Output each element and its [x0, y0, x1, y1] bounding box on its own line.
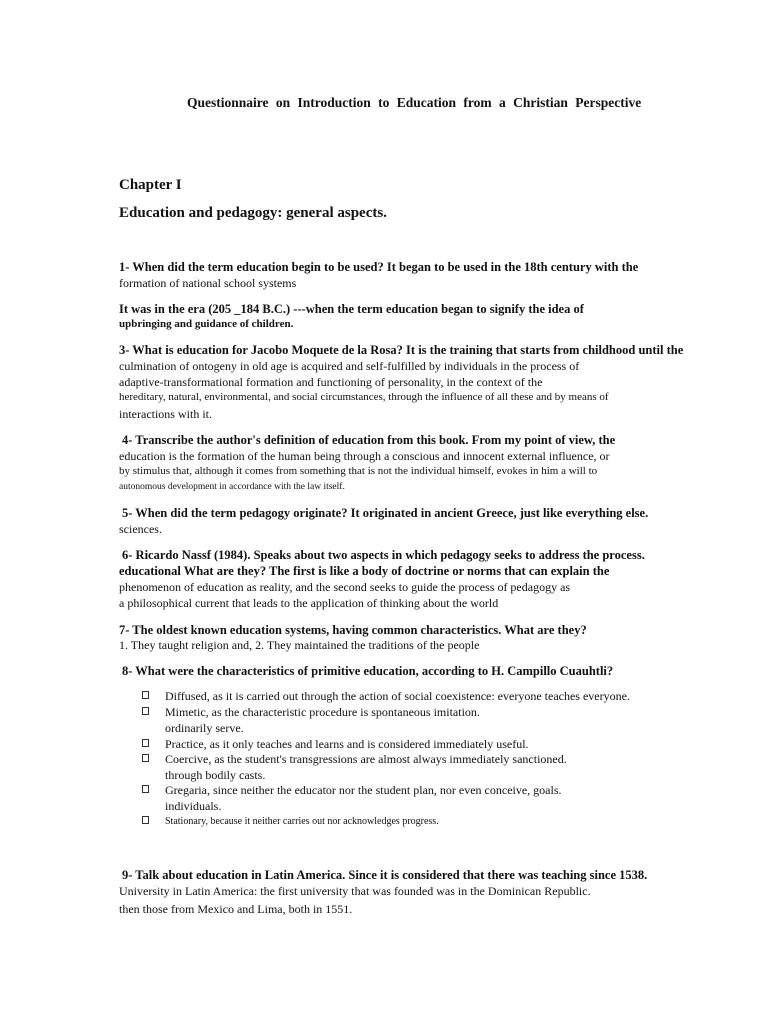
list-item: Mimetic, as the characteristic procedure is spontaneous imitation. — [165, 705, 480, 719]
question-9: 9- Talk about education in Latin America. Since it is considered that there was teaching since 1538. — [122, 868, 648, 882]
list-item-continuation: ordinarily serve. — [165, 721, 244, 735]
question-3: 3- What is education for Jacobo Moquete de la Rosa? It is the training that starts from childhood until the — [119, 343, 684, 357]
list-item: Stationary, because it neither carries out nor acknowledges progress. — [165, 816, 439, 827]
checkbox-icon — [142, 707, 149, 715]
checkbox-icon — [142, 754, 149, 762]
question-2-line2: upbringing and guidance of children. — [119, 318, 294, 330]
chapter-subtitle: Education and pedagogy: general aspects. — [119, 205, 387, 221]
question-6: 6- Ricardo Nassf (1984). Speaks about two aspects in which pedagogy seeks to address the process. — [122, 548, 645, 562]
answer-4-line: by stimulus that, although it comes from something that is not the individual himself, evokes in him a will to — [119, 465, 598, 477]
checkbox-icon — [142, 739, 149, 747]
answer-1-line: formation of national school systems — [119, 276, 297, 290]
checkbox-icon — [142, 816, 149, 824]
list-item: Diffused, as it is carried out through the action of social coexistence: everyone teaches everyone. — [165, 689, 630, 703]
list-item-continuation: individuals. — [165, 799, 222, 813]
list-item: Coercive, as the student's transgressions are almost always immediately sanctioned. — [165, 752, 567, 766]
question-5: 5- When did the term pedagogy originate? It originated in ancient Greece, just like everything else. — [122, 506, 649, 520]
answer-3-line: culmination of ontogeny in old age is acquired and self-fulfilled by individuals in the process of — [119, 359, 580, 373]
answer-9-line: then those from Mexico and Lima, both in 1551. — [119, 902, 353, 916]
checkbox-icon — [142, 785, 149, 793]
answer-3-line: adaptive-transformational formation and functioning of personality, in the context of the — [119, 375, 543, 389]
question-4: 4- Transcribe the author's definition of education from this book. From my point of view, the — [122, 433, 616, 447]
document-title: Questionnaire on Introduction to Education from a Christian Perspective — [187, 95, 642, 110]
question-2: It was in the era (205 _184 B.C.) ---when the term education began to signify the idea of — [119, 302, 584, 316]
answer-5-line: sciences. — [119, 522, 162, 536]
answer-9-line: University in Latin America: the first university that was founded was in the Dominican Republic. — [119, 884, 591, 898]
answer-4-line: autonomous development in accordance with the law itself. — [119, 482, 345, 492]
answer-3-line: interactions with it. — [119, 407, 212, 421]
question-1: 1- When did the term education begin to be used? It began to be used in the 18th century with the — [119, 260, 639, 274]
question-8: 8- What were the characteristics of primitive education, according to H. Campillo Cuauhtli? — [122, 664, 614, 678]
list-item: Practice, as it only teaches and learns and is considered immediately useful. — [165, 737, 529, 751]
checkbox-icon — [142, 691, 149, 699]
question-7: 7- The oldest known education systems, having common characteristics. What are they? — [119, 623, 587, 637]
answer-7-line: 1. They taught religion and, 2. They maintained the traditions of the people — [119, 638, 480, 652]
question-6-line2: educational What are they? The first is like a body of doctrine or norms that can explain the — [119, 564, 610, 578]
chapter-heading: Chapter I — [119, 177, 182, 193]
answer-6-line: a philosophical current that leads to the application of thinking about the world — [119, 596, 499, 610]
list-item-continuation: through bodily casts. — [165, 768, 266, 782]
answer-4-line: education is the formation of the human being through a conscious and innocent external influence, or — [119, 449, 610, 463]
answer-3-line: hereditary, natural, environmental, and social circumstances, through the influence of all these and by means of — [119, 391, 609, 403]
list-item: Gregaria, since neither the educator nor the student plan, nor even conceive, goals. — [165, 783, 562, 797]
answer-6-line: phenomenon of education as reality, and the second seeks to guide the process of pedagogy as — [119, 580, 571, 594]
